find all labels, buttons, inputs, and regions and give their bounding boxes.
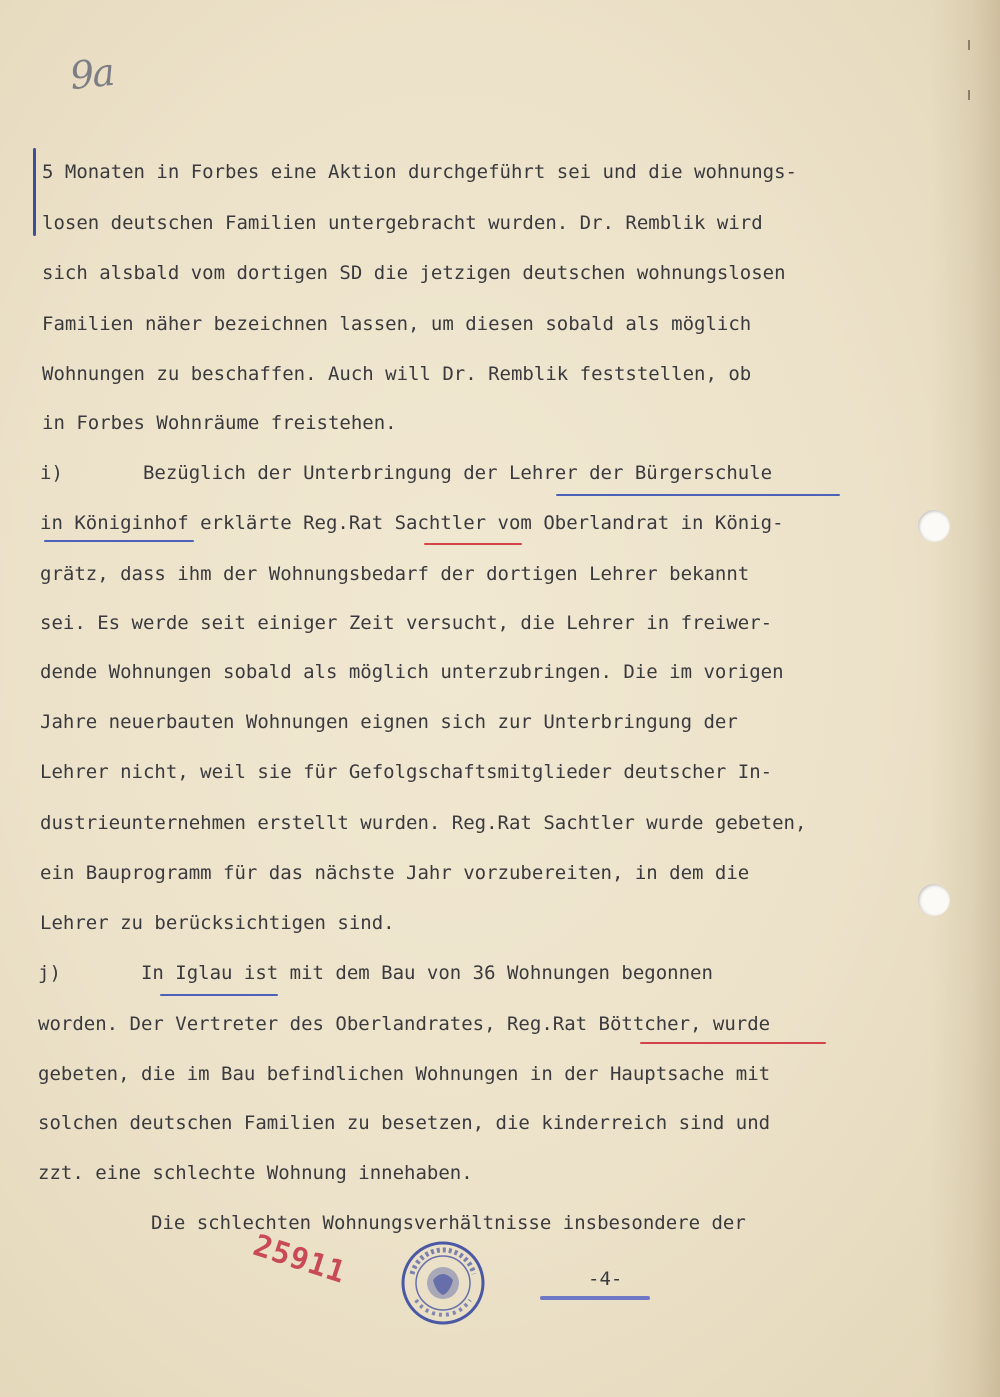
- text-line: sich alsbald vom dortigen SD die jetzigen deutschen wohnungslosen: [42, 262, 786, 284]
- corner-mark: [968, 40, 970, 50]
- text-line: Lehrer zu berücksichtigen sind.: [40, 912, 395, 934]
- text-line: in Forbes Wohnräume freistehen.: [42, 412, 397, 434]
- page-number: -4-: [588, 1268, 623, 1290]
- text-line: losen deutschen Familien untergebracht wurden. Dr. Remblik wird: [42, 212, 763, 234]
- text-line: worden. Der Vertreter des Oberlandrates, Reg.Rat Böttcher, wurde: [38, 1013, 771, 1035]
- red-stamp-number: 25911: [248, 1228, 351, 1291]
- text-line: zzt. eine schlechte Wohnung innehaben.: [38, 1162, 473, 1184]
- text-line: in Königinhof erklärte Reg.Rat Sachtler vom Oberlandrat in König-: [40, 512, 784, 534]
- page-number-underline: [540, 1296, 650, 1300]
- text-line: 5 Monaten in Forbes eine Aktion durchgeführt sei und die wohnungs-: [42, 161, 797, 183]
- text-line: grätz, dass ihm der Wohnungsbedarf der dortigen Lehrer bekannt: [40, 563, 750, 585]
- punch-hole: [918, 510, 950, 542]
- text-line: solchen deutschen Familien zu besetzen, die kinderreich sind und: [38, 1112, 771, 1134]
- corner-mark: [968, 90, 970, 100]
- margin-pencil-mark: [33, 148, 36, 236]
- punch-hole: [918, 884, 950, 916]
- text-line: Familien näher bezeichnen lassen, um diesen sobald als möglich: [42, 313, 752, 335]
- red-underline-boettcher: [640, 1042, 826, 1044]
- text-line: Wohnungen zu beschaffen. Auch will Dr. Remblik feststellen, ob: [42, 363, 752, 385]
- blue-underline-lehrer-buergerschule: [556, 494, 840, 496]
- text-line: gebeten, die im Bau befindlichen Wohnungen in der Hauptsache mit: [38, 1063, 771, 1085]
- text-line: j) In Iglau ist mit dem Bau von 36 Wohnungen begonnen: [38, 962, 713, 984]
- text-line: Jahre neuerbauten Wohnungen eignen sich zur Unterbringung der: [40, 711, 738, 733]
- text-line: sei. Es werde seit einiger Zeit versucht, die Lehrer in freiwer-: [40, 612, 773, 634]
- handwritten-folio-number: 9a: [67, 49, 116, 99]
- text-line: Die schlechten Wohnungsverhältnisse insbesondere der: [48, 1212, 746, 1234]
- text-line: i) Bezüglich der Unterbringung der Lehrer der Bürgerschule: [40, 462, 773, 484]
- text-line: dustrieunternehmen erstellt wurden. Reg.Rat Sachtler wurde gebeten,: [40, 812, 807, 834]
- text-line: Lehrer nicht, weil sie für Gefolgschaftsmitglieder deutscher In-: [40, 761, 773, 783]
- text-line: dende Wohnungen sobald als möglich unterzubringen. Die im vorigen: [40, 661, 784, 683]
- blue-underline-koeniginhof: [44, 540, 194, 542]
- page-edge-shadow: [930, 0, 1000, 1397]
- red-underline-sachtler: [424, 543, 522, 545]
- blue-underline-iglau: [160, 994, 278, 996]
- ministry-round-stamp: [400, 1240, 486, 1326]
- text-line: ein Bauprogramm für das nächste Jahr vorzubereiten, in dem die: [40, 862, 750, 884]
